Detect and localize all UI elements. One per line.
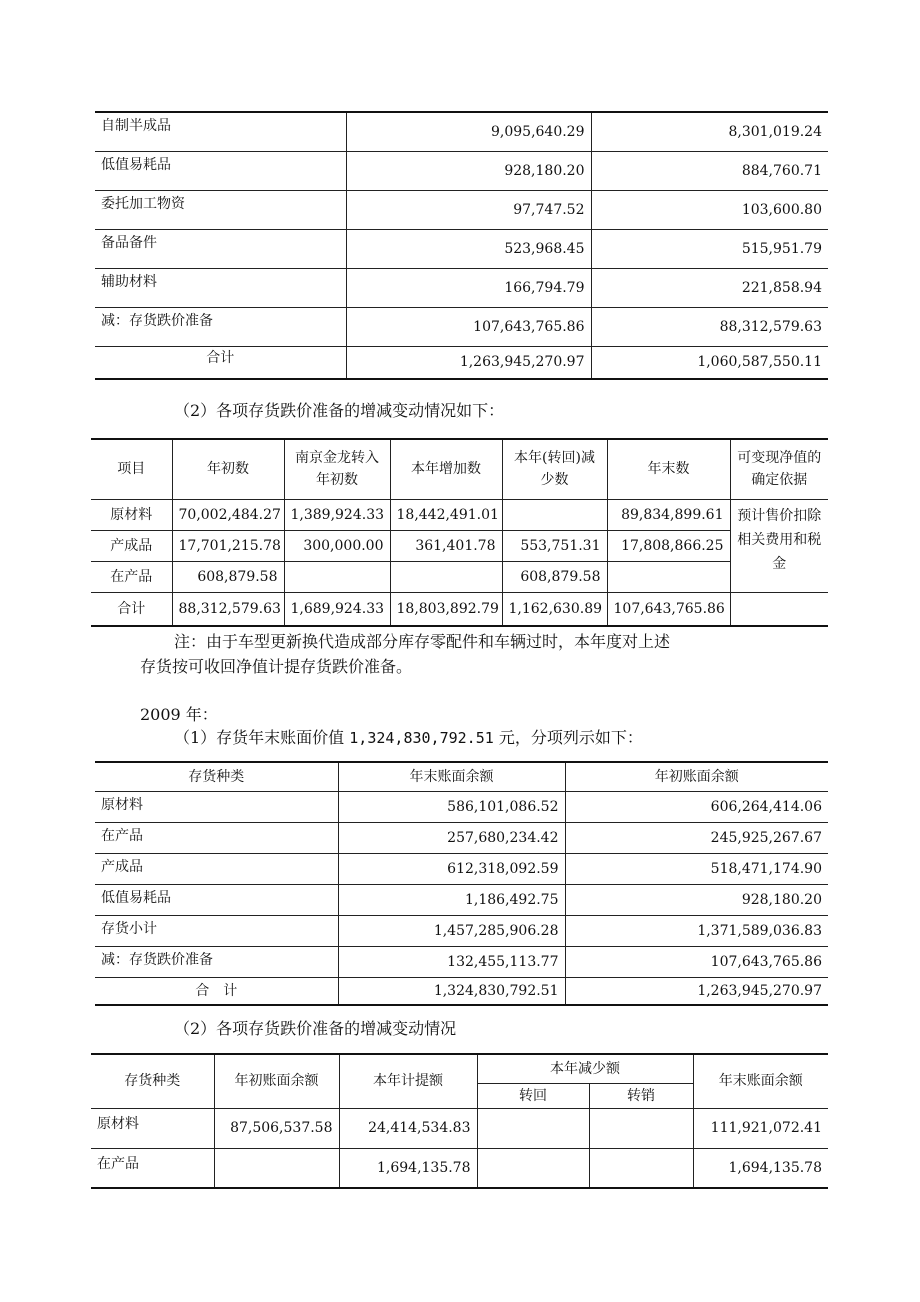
- table-row: [95, 190, 828, 229]
- value-cell: 9,095,640.29: [346, 112, 591, 151]
- value-cell: [390, 561, 502, 592]
- row-label: 辅助材料: [95, 268, 346, 307]
- table-row: [91, 561, 828, 592]
- row-label: 自制半成品: [95, 112, 346, 151]
- table-row: [95, 946, 828, 977]
- column-header: 可变现净值的确定依据: [730, 439, 828, 499]
- value-cell: 608,879.58: [502, 561, 607, 592]
- provision-2009-table: [91, 1053, 828, 1189]
- value-cell: [284, 561, 390, 592]
- value-cell: [477, 1108, 589, 1148]
- row-label: 产成品: [91, 530, 172, 561]
- value-cell: 88,312,579.63: [591, 307, 828, 346]
- value-cell: [607, 561, 730, 592]
- table-row: [95, 112, 828, 151]
- total-value: 88,312,579.63: [172, 592, 284, 626]
- value-cell: 361,401.78: [390, 530, 502, 561]
- value-cell: 612,318,092.59: [338, 853, 565, 884]
- header-row: [91, 1054, 828, 1083]
- row-label: 原材料: [91, 499, 172, 530]
- value-cell: 518,471,174.90: [565, 853, 828, 884]
- total-row: [91, 592, 828, 626]
- heading-amount: 1,324,830,792.51: [349, 729, 494, 747]
- value-cell: 24,414,534.83: [339, 1108, 477, 1148]
- value-cell: 515,951.79: [591, 229, 828, 268]
- note-line-1: 注：由于车型更新换代造成部分库存零配件和车辆过时，本年度对上述: [174, 632, 671, 651]
- table-row: [95, 791, 828, 822]
- note-line-2: 存货按可收回净值计提存货跌价准备。: [140, 657, 413, 676]
- total-value: 107,643,765.86: [607, 592, 730, 626]
- value-cell: 928,180.20: [346, 151, 591, 190]
- value-cell: [589, 1108, 693, 1148]
- total-row: [95, 977, 828, 1005]
- value-cell: [214, 1148, 339, 1188]
- column-header: 本年计提额: [339, 1054, 477, 1108]
- row-label: 在产品: [91, 1148, 214, 1188]
- row-label: 减：存货跌价准备: [95, 307, 346, 346]
- column-header: 存货种类: [91, 1054, 214, 1108]
- heading-prefix: （1）存货年末账面价值: [174, 728, 350, 747]
- column-header: 本年增加数: [390, 439, 502, 499]
- table-row: [95, 229, 828, 268]
- total-value: 1,689,924.33: [284, 592, 390, 626]
- value-cell: 586,101,086.52: [338, 791, 565, 822]
- value-cell: 245,925,267.67: [565, 822, 828, 853]
- row-label: 在产品: [95, 822, 338, 853]
- column-header: 存货种类: [95, 762, 338, 791]
- value-cell: 166,794.79: [346, 268, 591, 307]
- header-row: [95, 762, 828, 791]
- value-cell: 1,694,135.78: [339, 1148, 477, 1188]
- empty-cell: [730, 592, 828, 626]
- heading-suffix: 元，分项列示如下：: [493, 728, 643, 747]
- total-value: 1,263,945,270.97: [565, 977, 828, 1005]
- row-label: 低值易耗品: [95, 884, 338, 915]
- value-cell: 103,600.80: [591, 190, 828, 229]
- row-label: 低值易耗品: [95, 151, 346, 190]
- value-cell: 18,442,491.01: [390, 499, 502, 530]
- value-cell: 606,264,414.06: [565, 791, 828, 822]
- column-header: 年初账面余额: [214, 1054, 339, 1108]
- row-label: 备品备件: [95, 229, 346, 268]
- row-label: 减：存货跌价准备: [95, 946, 338, 977]
- total-value: 1,060,587,550.11: [591, 346, 828, 379]
- table-row: [95, 915, 828, 946]
- section-heading: （2）各项存货跌价准备的增减变动情况: [174, 1019, 457, 1038]
- value-cell: 17,808,866.25: [607, 530, 730, 561]
- total-value: 1,162,630.89: [502, 592, 607, 626]
- value-cell: 107,643,765.86: [346, 307, 591, 346]
- total-row: [95, 346, 828, 379]
- row-label: 原材料: [95, 791, 338, 822]
- table-row: [95, 268, 828, 307]
- row-label: 委托加工物资: [95, 190, 346, 229]
- table-row: [95, 853, 828, 884]
- section-heading: （2）各项存货跌价准备的增减变动情况如下：: [174, 401, 505, 420]
- value-cell: 1,371,589,036.83: [565, 915, 828, 946]
- column-header: 年初数: [172, 439, 284, 499]
- column-header: 年末账面余额: [693, 1054, 828, 1108]
- table-row: [95, 151, 828, 190]
- value-cell: 1,389,924.33: [284, 499, 390, 530]
- row-label: 存货小计: [95, 915, 338, 946]
- value-cell: 111,921,072.41: [693, 1108, 828, 1148]
- value-cell: 89,834,899.61: [607, 499, 730, 530]
- value-cell: 8,301,019.24: [591, 112, 828, 151]
- row-label: 原材料: [91, 1108, 214, 1148]
- table-row: [95, 307, 828, 346]
- column-header: 南京金龙转入年初数: [284, 439, 390, 499]
- column-header: 年末数: [607, 439, 730, 499]
- column-subheader: 转销: [589, 1083, 693, 1108]
- table-row: [91, 530, 828, 561]
- column-header-group: 本年减少额: [477, 1054, 693, 1083]
- total-label: 合 计: [95, 977, 338, 1005]
- header-row: [91, 439, 828, 499]
- provision-changes-table: [91, 438, 828, 627]
- value-cell: 523,968.45: [346, 229, 591, 268]
- inventory-2009-table: [95, 761, 828, 1006]
- value-cell: 928,180.20: [565, 884, 828, 915]
- total-label: 合计: [91, 592, 172, 626]
- value-cell: 884,760.71: [591, 151, 828, 190]
- column-header: 本年(转回)减少数: [502, 439, 607, 499]
- column-header: 项目: [91, 439, 172, 499]
- row-label: 在产品: [91, 561, 172, 592]
- value-cell: 97,747.52: [346, 190, 591, 229]
- value-cell: 300,000.00: [284, 530, 390, 561]
- value-cell: 1,457,285,906.28: [338, 915, 565, 946]
- column-header: 年初账面余额: [565, 762, 828, 791]
- year-label: 2009 年：: [140, 705, 218, 724]
- value-cell: [477, 1148, 589, 1188]
- value-cell: 107,643,765.86: [565, 946, 828, 977]
- section-heading: [174, 727, 643, 749]
- total-label: 合计: [95, 346, 346, 379]
- table-row: [91, 1148, 828, 1188]
- value-cell: [502, 499, 607, 530]
- column-subheader: 转回: [477, 1083, 589, 1108]
- inventory-table-continued: [95, 111, 828, 380]
- total-value: 1,324,830,792.51: [338, 977, 565, 1005]
- value-cell: 257,680,234.42: [338, 822, 565, 853]
- value-cell: 132,455,113.77: [338, 946, 565, 977]
- value-cell: 1,694,135.78: [693, 1148, 828, 1188]
- table-row: [95, 884, 828, 915]
- column-header: 年末账面余额: [338, 762, 565, 791]
- row-label: 产成品: [95, 853, 338, 884]
- table-row: [91, 1108, 828, 1148]
- value-cell: 1,186,492.75: [338, 884, 565, 915]
- table-row: [91, 499, 828, 530]
- value-cell: 87,506,537.58: [214, 1108, 339, 1148]
- total-value: 18,803,892.79: [390, 592, 502, 626]
- value-cell: [589, 1148, 693, 1188]
- value-cell: 17,701,215.78: [172, 530, 284, 561]
- value-cell: 221,858.94: [591, 268, 828, 307]
- value-cell: 553,751.31: [502, 530, 607, 561]
- value-cell: 70,002,484.27: [172, 499, 284, 530]
- total-value: 1,263,945,270.97: [346, 346, 591, 379]
- valuation-basis: 预计售价扣除相关费用和税金: [730, 499, 828, 592]
- table-row: [95, 822, 828, 853]
- value-cell: 608,879.58: [172, 561, 284, 592]
